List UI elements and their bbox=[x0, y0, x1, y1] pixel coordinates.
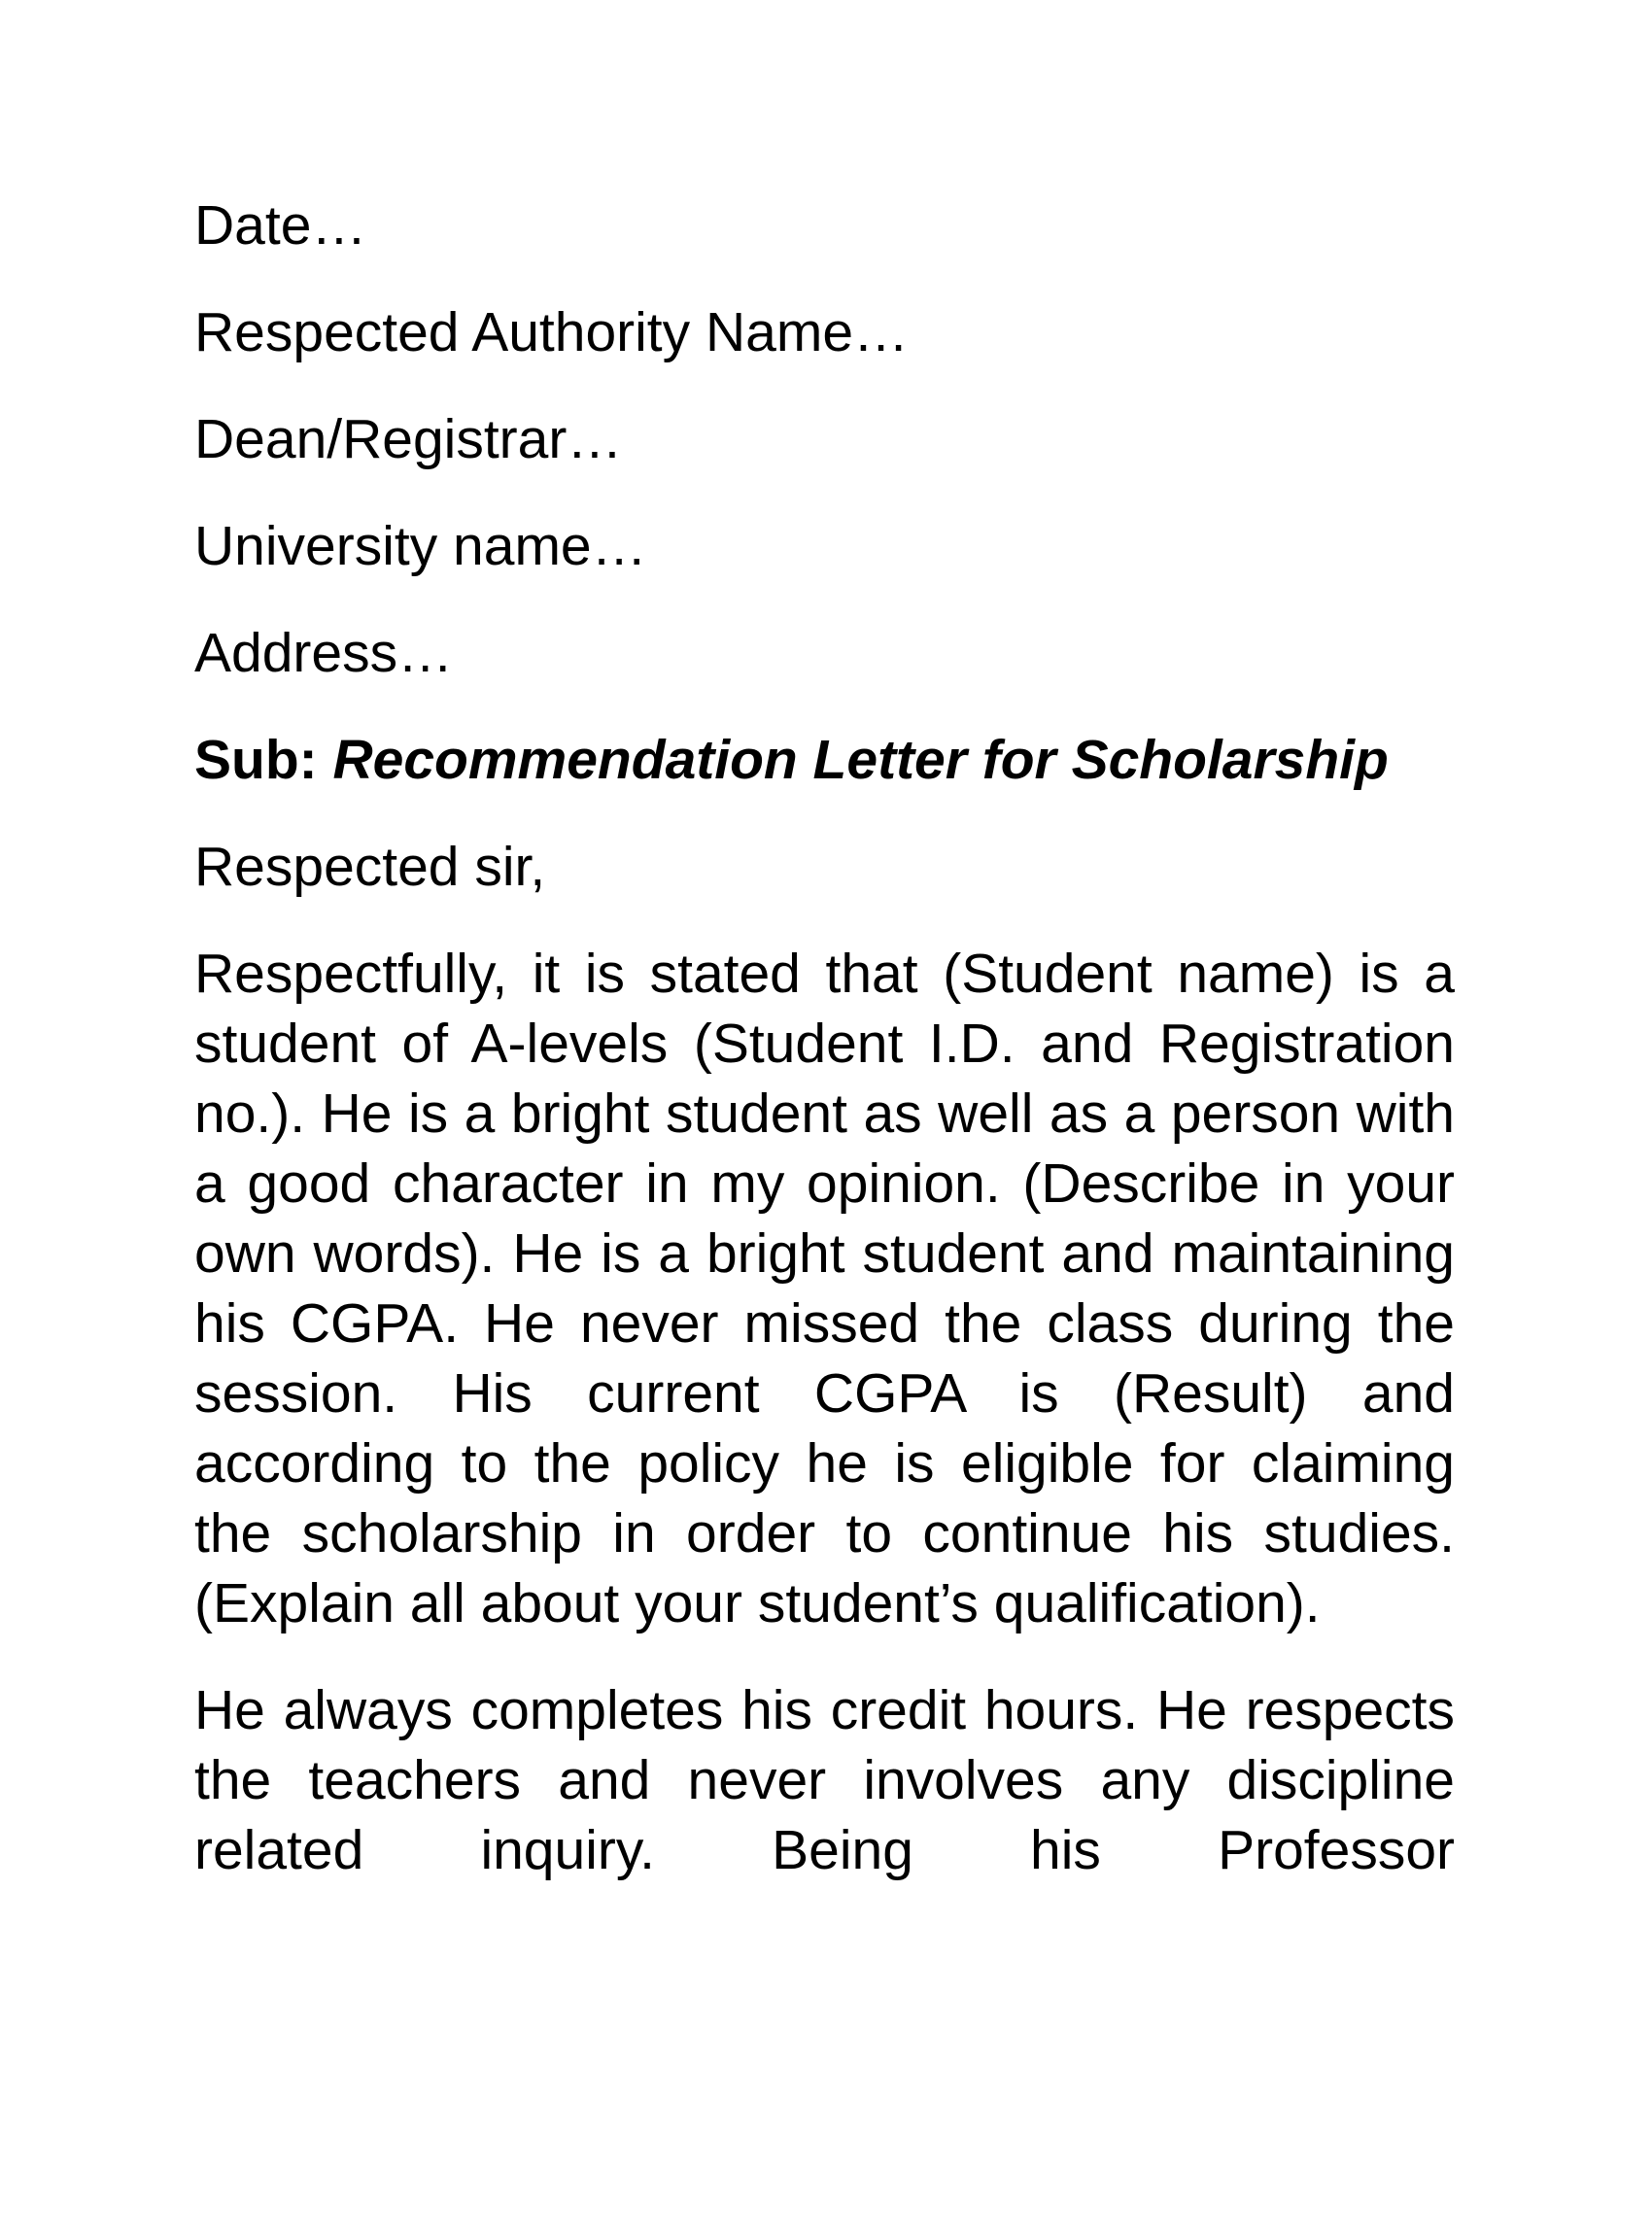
body-paragraph-1: Respectfully, it is stated that (Student name) is a student of A-levels (Student I.D. and Registration no.). He is a bright student as well as a person with a good character in my opinion. (Describe in your own words). He is a bright student and maintaining his CGPA. He never missed the class during the session. His current CGPA is (Result) and according to the policy he is eligible for claiming the scholarship in order to continue his studies. (Explain all about your student’s qualification). bbox=[194, 943, 1455, 1634]
subject-prefix: Sub: bbox=[194, 729, 318, 791]
subject-text: Recommendation Letter for Scholarship bbox=[332, 729, 1389, 791]
letter-page bbox=[194, 190, 1455, 1922]
date-line: Date… bbox=[194, 194, 367, 257]
subject-line bbox=[194, 725, 1455, 795]
position-line: Dean/Registrar… bbox=[194, 408, 623, 470]
body-paragraph-2: He always completes his credit hours. He respects the teachers and never involves any discipline related inquiry. Being his Professor bbox=[194, 1679, 1455, 1881]
address-line: Address… bbox=[194, 622, 454, 684]
university-line: University name… bbox=[194, 515, 647, 577]
salutation: Respected sir, bbox=[194, 836, 546, 898]
authority-name-line: Respected Authority Name… bbox=[194, 301, 910, 363]
